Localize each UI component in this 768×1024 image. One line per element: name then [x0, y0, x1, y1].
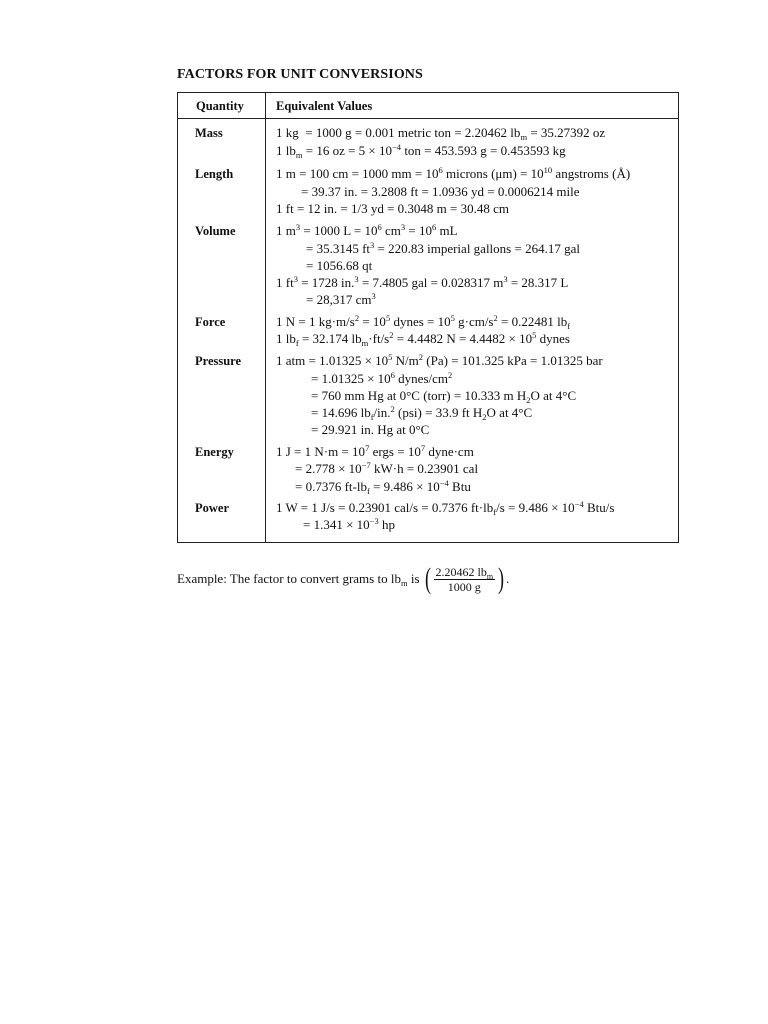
- quantity-force: Force: [195, 315, 226, 329]
- length-line-2: = 39.37 in. = 3.2808 ft = 1.0936 yd = 0.0006214 mile: [301, 184, 580, 199]
- energy-line-3: = 0.7376 $ft-lb_f = 9.486 \times 10^{-4}$ Btu: [295, 478, 471, 496]
- example-note: [177, 564, 509, 594]
- page-title: FACTORS FOR UNIT CONVERSIONS: [177, 67, 423, 82]
- pressure-line-2: = $1.01325 \times 10^6$ dynes/$cm^2$: [311, 370, 453, 386]
- header-rule: [178, 118, 678, 119]
- pressure-line-5: = 29.921 in. Hg at 0°C: [311, 422, 430, 437]
- length-line-1: 1 m = 100 cm = 1000 mm = $10^6$ microns $(\mu m) = 10^{10}$ angstroms (Å): [276, 165, 631, 181]
- force-line-1: 1 N = 1 $kg\cdot m/s^2 = 10^5$ dynes = $10^5$ $g\cdot cm/s^2 = 0.22481$ $lb_f$: [276, 313, 571, 331]
- volume-line-5: = 28,317 $cm^3$: [306, 291, 376, 307]
- quantity-energy: Energy: [195, 445, 234, 459]
- example-text: Example: The factor to convert grams to $lb_m$ is: [177, 571, 420, 588]
- mass-line-1: 1 kg = 1000 g = 0.001 metric ton = 2.20462 $lb_m = 35.27392$ oz: [276, 125, 606, 142]
- power-line-1: 1 W = 1 J/s = 0.23901 cal/s = 0.7376 $ft\cdot lb_f/s = 9.486 \times 10^{-4}$ Btu/s: [276, 499, 615, 517]
- pressure-line-4: = 14.696 $lb_f/in.^2$ (psi) = 33.9 ft $H_2O$ at 4°C: [311, 404, 533, 422]
- energy-line-1: 1 J = 1 $N\cdot m = 10^7$ ergs = $10^7$ dyne·cm: [276, 443, 474, 459]
- force-line-2: 1 $lb_f = 32.174$ $lb_m\cdot ft/s^2 = 4.4482$ $N = 4.4482 \times 10^5$ dynes: [276, 330, 570, 348]
- fraction-numerator: 2.20462 $lb_m$: [435, 564, 494, 581]
- right-paren: ): [498, 562, 505, 595]
- example-period: .: [506, 571, 510, 586]
- volume-line-3: = 1056.68 qt: [306, 258, 373, 273]
- conversion-fraction: [434, 565, 496, 594]
- fraction-denominator: 1000 g: [447, 579, 481, 594]
- column-divider: [265, 93, 266, 542]
- header-quantity: Quantity: [196, 99, 244, 113]
- volume-line-4: 1 $ft^3 = 1728$ in.$^3$ = 7.4805 gal = 0.028317 $m^3 = 28.317$ L: [276, 274, 569, 290]
- quantity-power: Power: [195, 501, 230, 515]
- quantity-volume: Volume: [195, 224, 236, 238]
- pressure-line-3: = 760 mm Hg at 0°C (torr) = 10.333 m $H_2O$ at 4°C: [311, 388, 577, 405]
- header-equivalent-values: Equivalent Values: [276, 99, 373, 113]
- conversion-table: [177, 92, 679, 543]
- power-line-2: = $1.341 \times 10^{-3}$ hp: [303, 516, 395, 532]
- length-line-3: 1 ft = 12 in. = 1/3 yd = 0.3048 m = 30.48 cm: [276, 201, 509, 216]
- volume-line-1: 1 $m^3 = 1000$ $L = 10^6$ $cm^3 = 10^6$ mL: [276, 222, 458, 238]
- left-paren: (: [424, 562, 431, 595]
- volume-line-2: = 35.3145 $ft^3 = 220.83$ imperial gallons = 264.17 gal: [306, 240, 580, 256]
- quantity-pressure: Pressure: [195, 354, 242, 368]
- mass-line-2: 1 $lb_m = 16$ oz = $5 \times 10^{-4}$ ton = 453.593 g = 0.453593 kg: [276, 142, 566, 160]
- pressure-line-1: 1 atm = $1.01325 \times 10^5$ $N/m^2$ (Pa) = 101.325 kPa = 1.01325 bar: [276, 352, 603, 368]
- energy-line-2: = $2.778 \times 10^{-7}$ kW·h = 0.23901 cal: [295, 460, 479, 476]
- quantity-mass: Mass: [195, 126, 223, 140]
- quantity-length: Length: [195, 167, 234, 181]
